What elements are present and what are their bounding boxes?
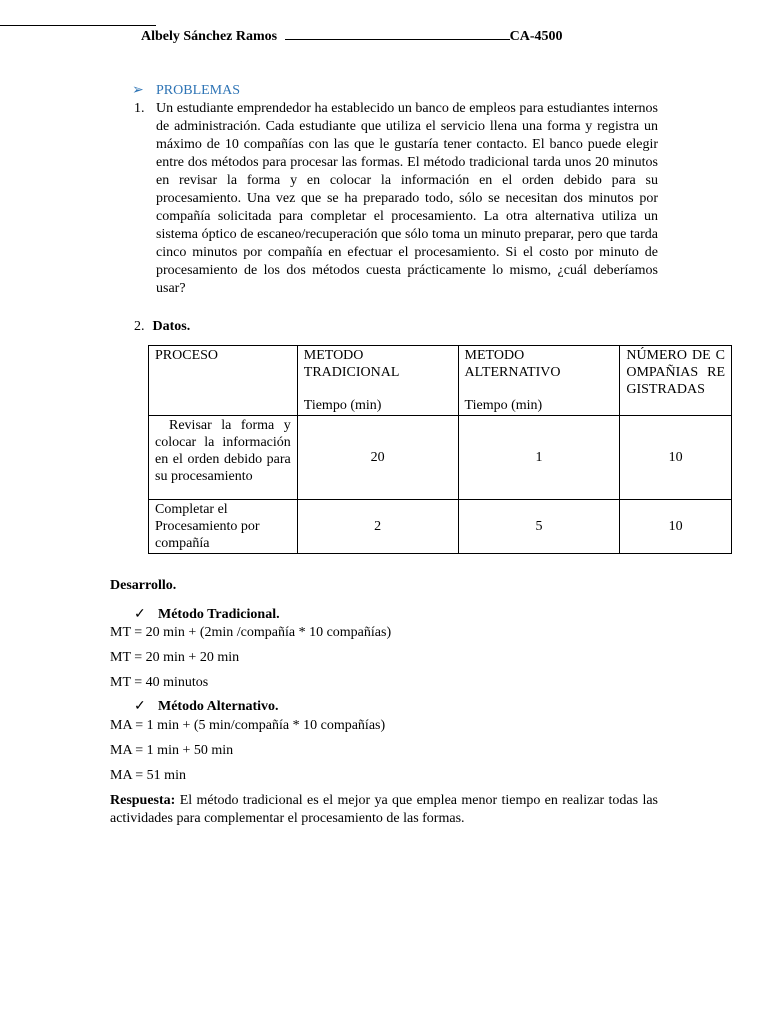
alternative-eq-1: MA = 1 min + (5 min/compañía * 10 compañías) xyxy=(110,718,386,733)
row1-number: 10 xyxy=(620,416,732,500)
problem-1 xyxy=(134,100,658,298)
header-traditional-line2: TRADICIONAL xyxy=(303,365,400,380)
header-traditional-unit: Tiempo (min) xyxy=(303,398,382,413)
alternative-eq-2: MA = 1 min + 50 min xyxy=(110,743,234,758)
table-row xyxy=(149,416,732,500)
row1-traditional: 20 xyxy=(297,416,458,500)
traditional-title: Método Tradicional. xyxy=(158,607,280,622)
checkmark-icon: ✓ xyxy=(134,607,146,622)
problem-2-label: Datos. xyxy=(152,319,191,334)
alternative-title: Método Alternativo. xyxy=(158,699,279,714)
header-alternative-unit: Tiempo (min) xyxy=(464,398,543,413)
traditional-eq-3: MT = 40 minutos xyxy=(110,675,209,690)
problems-title: PROBLEMAS xyxy=(156,83,241,98)
top-rule xyxy=(0,25,156,26)
arrow-bullet-icon: ➢ xyxy=(132,83,142,98)
problem-1-number: 1. xyxy=(134,101,145,116)
alternative-heading xyxy=(134,698,279,715)
header-blank-line xyxy=(285,29,510,40)
problem-2 xyxy=(134,318,190,336)
problems-heading xyxy=(132,82,240,99)
table-header-row xyxy=(149,346,732,416)
document-header xyxy=(141,29,563,45)
row2-proceso: Completar el Procesamiento por compañía xyxy=(149,500,298,554)
header-alternative-line2: ALTERNATIVO xyxy=(464,365,561,380)
traditional-eq-2: MT = 20 min + 20 min xyxy=(110,650,240,665)
problem-2-number: 2. xyxy=(134,319,145,334)
answer-text: El método tradicional es el mejor ya que emplea menor tiempo en realizar todas las actividades para complementar el procesamiento de las formas. xyxy=(110,793,658,826)
alternative-eq-3: MA = 51 min xyxy=(110,768,186,783)
answer-label: Respuesta: xyxy=(110,793,176,808)
header-traditional xyxy=(297,346,458,416)
header-alternative-line1: METODO xyxy=(464,348,525,363)
checkmark-icon: ✓ xyxy=(134,699,146,714)
header-proceso: PROCESO xyxy=(149,346,298,416)
row2-alternative: 5 xyxy=(458,500,620,554)
row1-proceso: Revisar la forma y colocar la información en el orden debido para su procesamiento xyxy=(149,416,298,500)
problem-1-text: Un estudiante emprendedor ha establecido un banco de empleos para estudiantes internos de administración. Cada estudiante que utiliza el servicio llena una forma y registra un máximo de 10 compañías con las que le gustaría tener contacto. El banco puede elegir entre dos métodos para procesar las formas. El método tradicional tarda unos 20 minutos en revisar la forma y en colocar la información en el orden debido para su procesamiento. Una vez que se ha preparado todo, sólo se necesitan dos minutos por compañía solicitada para completar el procesamiento. La otra alternativa utiliza un sistema óptico de escaneo/recuperación que sólo toma un minuto preparar, pero que tarda cinco minutos por compañía en efectuar el procesamiento. Si el costo por minuto de procesamiento de los dos métodos cuesta prácticamente lo mismo, ¿cuál deberíamos usar? xyxy=(156,101,658,296)
traditional-heading xyxy=(134,606,280,623)
row1-alternative: 1 xyxy=(458,416,620,500)
row2-traditional: 2 xyxy=(297,500,458,554)
answer-paragraph xyxy=(110,792,658,828)
header-number: NÚMERO DE COMPAÑIAS REGISTRADAS xyxy=(620,346,732,416)
table-row xyxy=(149,500,732,554)
header-alternative xyxy=(458,346,620,416)
data-table xyxy=(148,345,732,554)
development-title: Desarrollo. xyxy=(110,578,177,593)
traditional-eq-1: MT = 20 min + (2min /compañía * 10 compañías) xyxy=(110,625,392,640)
row2-number: 10 xyxy=(620,500,732,554)
course-code: CA-4500 xyxy=(509,29,563,44)
author-name: Albely Sánchez Ramos xyxy=(141,29,278,44)
header-traditional-line1: METODO xyxy=(303,348,364,363)
